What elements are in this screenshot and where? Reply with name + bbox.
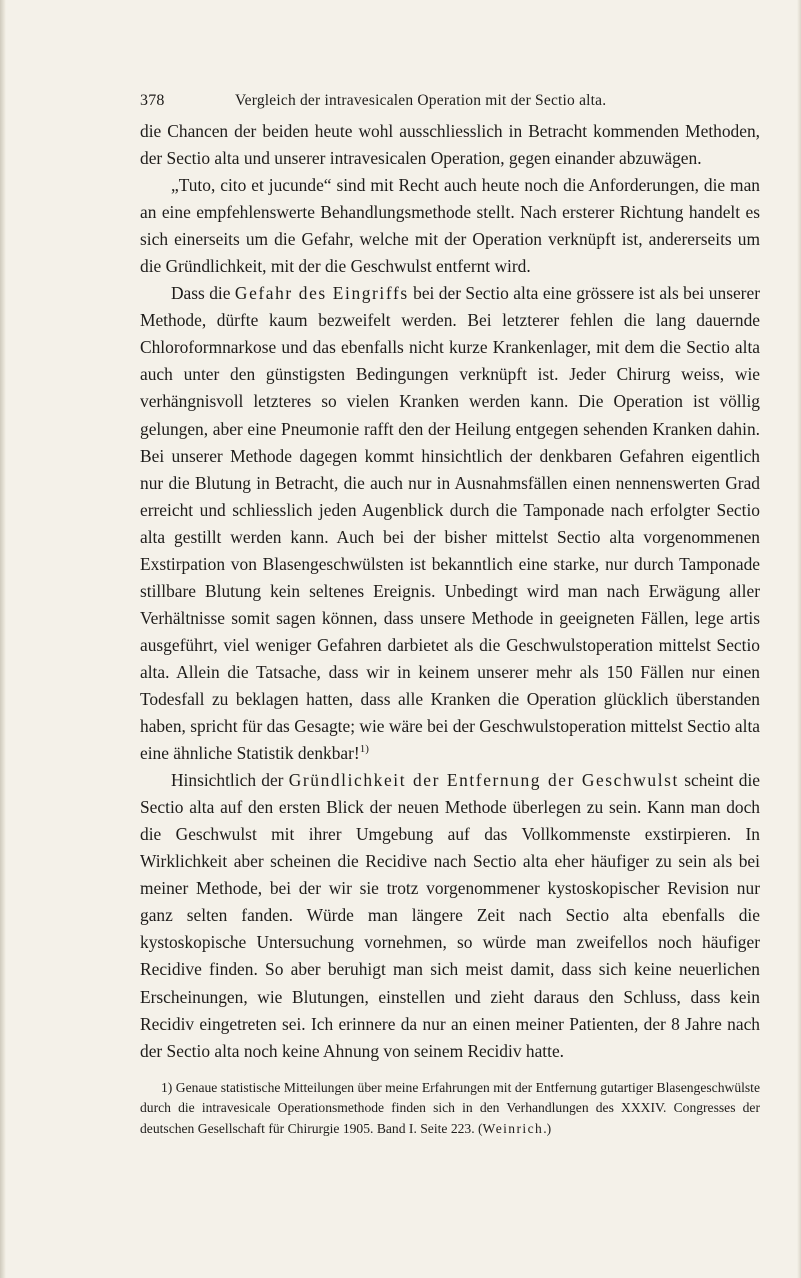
page-number: 378 [140,92,165,109]
footnote-author: Weinrich [482,1120,544,1136]
paragraph-1 [140,118,760,172]
footnote-reference[interactable]: 1) [359,743,369,756]
footnote-mark: 1) [161,1079,173,1095]
spaced-emphasis: Gefahr des Eingriffs [234,283,409,304]
page-header [140,92,760,118]
paragraph-lead: Hinsichtlich der [171,770,284,791]
paragraph-4 [140,767,760,1065]
paragraph-text: „Tuto, cito et jucunde“ sind mit Recht auch heute noch die Anforderungen, die man an eine empfehlenswerte Behandlungsmethode stellt. Nach ersterer Richtung handelt es sich einerseits um die Gefahr, welche mit der Operation verknüpft ist, andererseits um die Gründlichkeit, mit der die Geschwulst entfernt wird. [140,175,760,277]
paragraph-text: die Chancen der beiden heute wohl ausschliesslich in Betracht kommenden Methoden, der Sectio alta und unserer intravesicalen Operation, gegen einander abzuwägen. [140,121,760,169]
running-title: Vergleich der intravesicalen Operation mit der Sectio alta. [235,92,607,109]
paragraph-text: scheint die Sectio alta auf den ersten Blick der neuen Methode überlegen zu sein. Kann man doch die Geschwulst mit ihrer Umgebung auf das Vollkommenste exstirpieren. In Wirklichkeit aber scheinen die Recidive nach Sectio alta eher häufiger zu sein als bei meiner Methode, bei der wir sie trotz vorgenommener kystoskopischer Revision nur ganz selten fanden. Würde man längere Zeit nach Sectio alta ebenfalls die kystoskopische Untersuchung vornehmen, so würde man zweifellos noch häufiger Recidive finden. So aber beruhigt man sich meist damit, dass sich keine neuerlichen Erscheinungen, wie Blutungen, einstellen und zieht daraus den Schluss, dass kein Recidiv eingetreten sei. Ich erinnere da nur an einen meiner Patienten, der 8 Jahre nach der Sectio alta noch keine Ahnung von seinem Recidiv hatte. [140,770,760,1061]
paragraph-lead: Dass die [171,283,231,304]
body-text [140,118,760,1065]
spaced-emphasis: Gründlichkeit der Entfernung der Geschwulst [288,770,679,791]
footnote [140,1078,760,1140]
footnote-tail: .) [543,1120,552,1136]
page-spine-shadow [0,0,6,1278]
paragraph-2 [140,172,760,280]
book-page [140,92,760,1139]
paragraph-text: bei der Sectio alta eine grössere ist als bei unserer Methode, dürfte kaum bezweifelt werden. Bei letzterer fehlen die lang dauernde Chloroformnarkose und das ebenfalls nicht kurze Krankenlager, mit dem die Sectio alta auch unter den günstigsten Bedingungen verknüpft ist. Jeder Chirurg weiss, wie verhängnisvoll letzteres so vielen Kranken werden kann. Die Operation ist völlig gelungen, aber eine Pneumonie rafft den der Heilung entgegen sehenden Kranken dahin. Bei unserer Methode dagegen kommt hinsichtlich der denkbaren Gefahren eigentlich nur die Blutung in Betracht, die auch nur in Ausnahmsfällen einen nennenswerten Grad erreicht und schliesslich jeden Augenblick durch die Tamponade nach erfolgter Sectio alta gestillt werden kann. Auch bei der bisher mittelst Sectio alta vorgenommenen Exstirpation von Blasengeschwülsten ist bekanntlich eine starke, nur durch Tamponade stillbare Blutung kein seltenes Ereignis. Unbedingt wird man nach Erwägung aller Verhältnisse somit sagen können, dass unsere Methode in geeigneten Fällen, lege artis ausgeführt, viel weniger Gefahren darbietet als die Geschwulstoperation mittelst Sectio alta. Allein die Tatsache, dass wir in keinem unserer mehr als 150 Fällen nur einen Todesfall zu beklagen hatten, dass alle Kranken die Operation glücklich überstanden haben, spricht für das Gesagte; wie wäre bei der Geschwulstoperation mittelst Sectio alta eine ähnliche Statistik denkbar! [140,283,760,764]
page-edge-shadow [797,0,801,1278]
paragraph-3 [140,280,760,767]
footnote-text: Genaue statistische Mitteilungen über meine Erfahrungen mit der Entfernung gutartiger Blasengeschwülste durch die intravesicale Operationsmethode finden sich in den Verhandlungen des XXXIV. Congresses der deutschen Gesellschaft für Chirurgie 1905. Band I. Seite 223. ( [140,1079,760,1136]
